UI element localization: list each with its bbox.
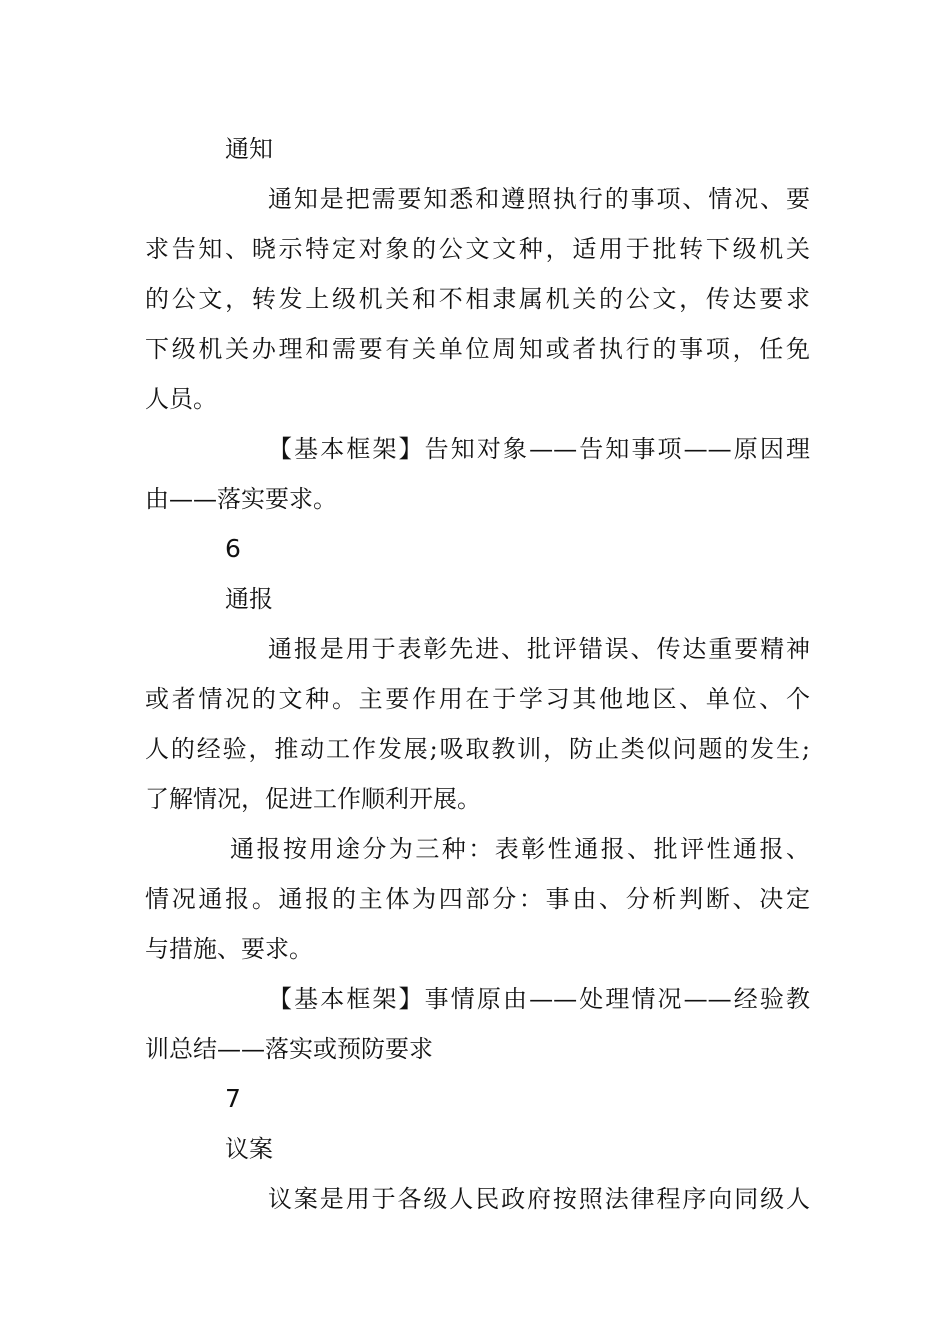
paragraph-line: 人的经验，推动工作发展;吸取教训，防止类似问题的发生;	[145, 735, 810, 763]
paragraph-line: 通知是把需要知悉和遵照执行的事项、情况、要	[268, 185, 810, 213]
section-number: 6	[225, 534, 241, 563]
paragraph-line: 了解情况，促进工作顺利开展。	[145, 785, 481, 813]
paragraph-line: 或者情况的文种。主要作用在于学习其他地区、单位、个	[145, 685, 810, 713]
paragraph-line: 通报按用途分为三种：表彰性通报、批评性通报、	[230, 835, 810, 863]
paragraph-line: 情况通报。通报的主体为四部分：事由、分析判断、决定	[145, 885, 810, 913]
paragraph-line: 下级机关办理和需要有关单位周知或者执行的事项，任免	[145, 335, 810, 363]
paragraph-line: 通报是用于表彰先进、批评错误、传达重要精神	[268, 635, 810, 663]
paragraph-line: 与措施、要求。	[145, 935, 313, 963]
section-heading-notice: 通知	[225, 135, 273, 163]
paragraph-line: 训总结——落实或预防要求	[145, 1035, 433, 1063]
section-heading-motion: 议案	[225, 1135, 273, 1163]
paragraph-line: 议案是用于各级人民政府按照法律程序向同级人	[268, 1185, 810, 1213]
paragraph-line: 由——落实要求。	[145, 485, 337, 513]
paragraph-line: 【基本框架】事情原由——处理情况——经验教	[268, 985, 810, 1013]
paragraph-line: 【基本框架】告知对象——告知事项——原因理	[268, 435, 810, 463]
paragraph-line: 人员。	[145, 385, 217, 413]
section-heading-bulletin: 通报	[225, 585, 273, 613]
paragraph-line: 求告知、晓示特定对象的公文文种，适用于批转下级机关	[145, 235, 810, 263]
paragraph-line: 的公文，转发上级机关和不相隶属机关的公文，传达要求	[145, 285, 810, 313]
section-number: 7	[225, 1084, 241, 1113]
